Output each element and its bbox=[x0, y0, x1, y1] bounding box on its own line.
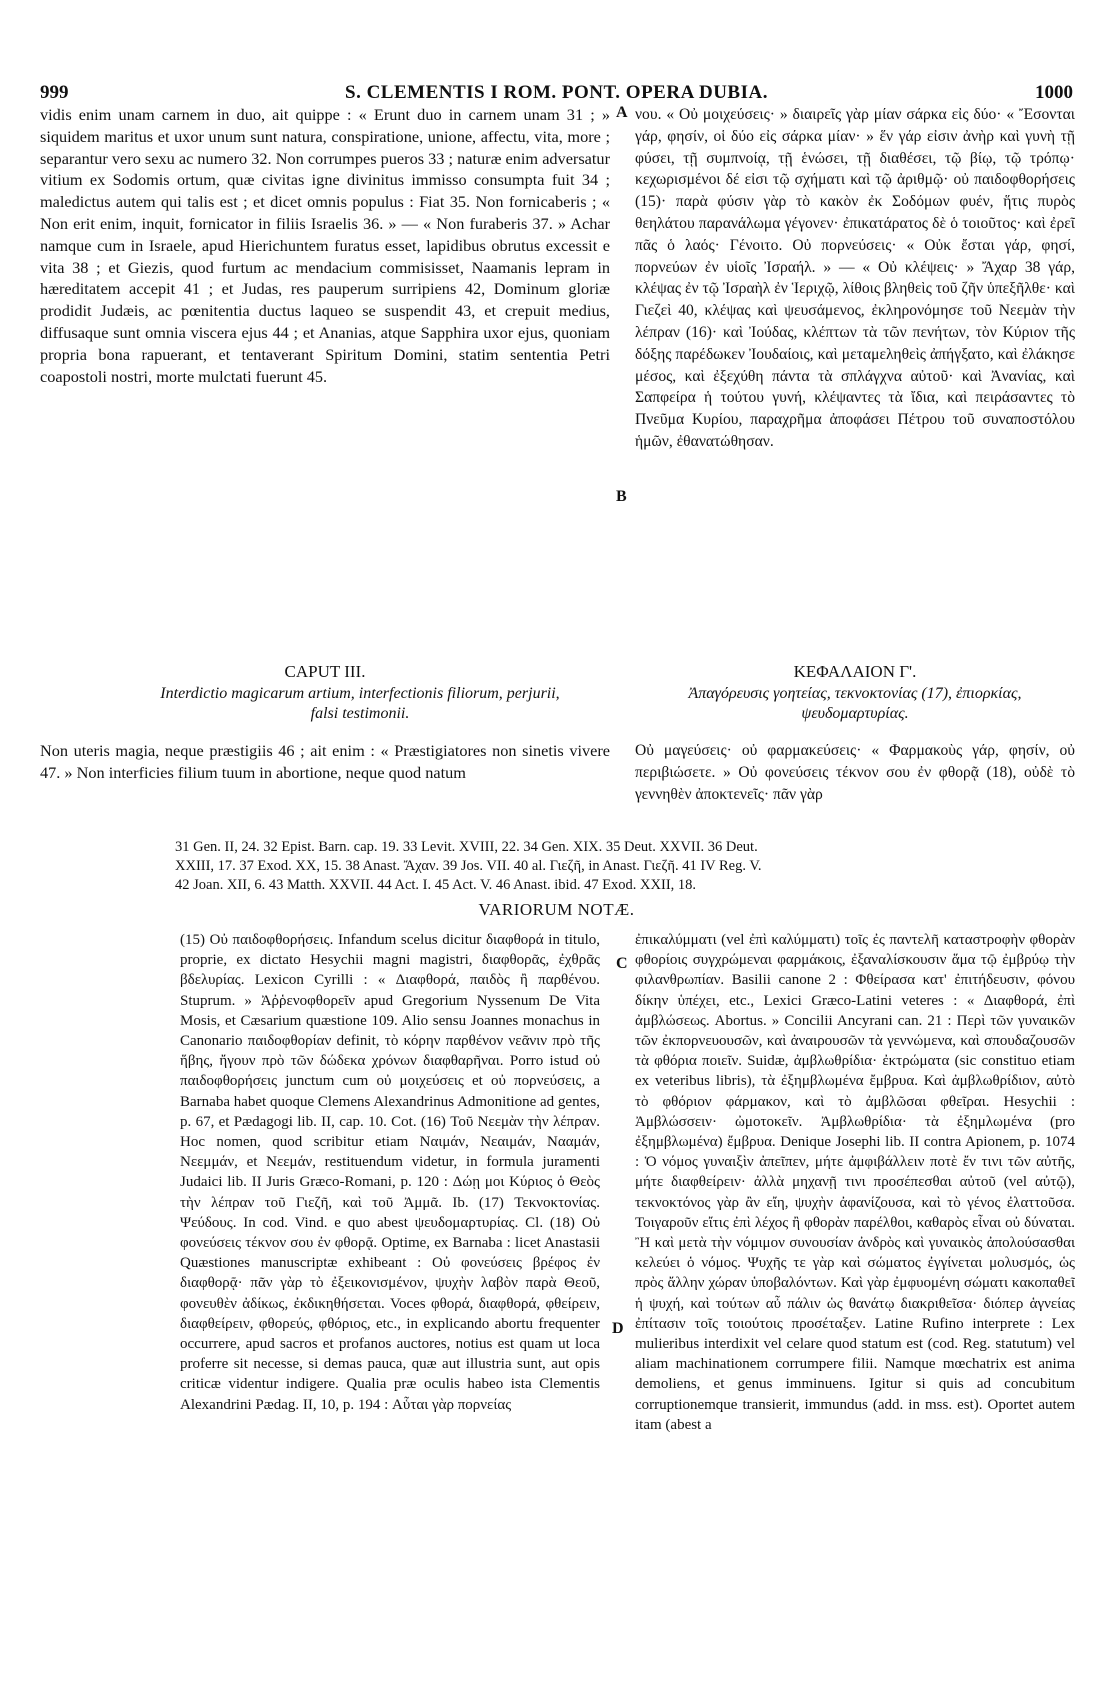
notes-right-text: ἐπικαλύμματι (vel ἐπὶ καλύμματι) τοῖς ἐς παντελῆ καταστροφὴν φθορὰν φθορίοις συγχρώμεναι φαρμάκοις, ἐξαναλίσκουσιν ἅμα τῷ ἐμβρύῳ τὴν φιλανθρωπίαν. Basilii canone 2 : Φθείρασα κατ' ἐπιτήδευσιν, φόνου δίκην ὑπέχει, etc., Lexici Græco-Latini veteres : « Διαφθορά, ἐπὶ ἀμβλώσεως. Abortus. » Concilii Ancyrani can. 21 : Περὶ τῶν γυναικῶν τῶν ἐκπορνευουσῶν, καὶ ἀναιρουσῶν τὰ γεννώμενα, καὶ σπουδαζουσῶν τὰ φθόρια ποιεῖν. Suidæ, ἀμβλωθρίδια· ἐκτρώματα (sic constituo etiam ex veteribus libris), τὰ ἐξημβλωμένα ἔμβρυα. Καὶ ἀμβλωθρίδιον, αὐτὸ τὸ φθόριον φάρμακον, καὶ τὸ ἀμβλῶσαι φθεῖραι. Hesychii : Ἀμβλώσσειν· ὠμοτοκεῖν. Ἀμβλωθρίδια· τὰ ἐξημλωμένα (pro ἐξημβλωμένα) ἔμβρυα. Denique Josephi lib. II contra Apionem, p. 1074 : Ὁ νόμος γυναιξὶν ἀπεῖπεν, μήτε ἀμφιβάλλειν ποτὲ ἔν τινι τῶν αὐτῆς, μήτε διαφθείρειν· ἀλλὰ μηχανῇ τινι προσέπεσθαι αὐτοῦ (vel αὐτῷ), τεκνοκτόνος γὰρ ἂν εἴη, ψυχὴν ἀφανίζουσα, καὶ τὸ γένος ἐλαττοῦσα. Τοιγαροῦν εἴτις ἐπὶ λέχος ἢ φθορὰν παρέλθοι, καθαρὸς εἶναι οὐ δύναται. Ἢ καὶ μετὰ τὴν νόμιμον συνουσίαν ἀνδρὸς καὶ γυναικὸς ἀπολούσασθαι κελεύει ὁ νόμος. Ψυχῆς τε γὰρ καὶ σώματος ἐγγίνεται μολυσμός, ὡς πρὸς ἄλλην χώραν ὑποβαλόντων. Καὶ γὰρ ἐμφυομένη σώματι κακοπαθεῖ ἡ ψυχή, καὶ τούτων αὖ πάλιν ὡς θανάτῳ διακριθεῖσα· διόπερ ἁγνείας ἐπίτασιν τοῖς τοιούτοις προσέταξεν. Latine Rufino interprete : Lex mulieribus interdixit vel celare quod statum est (cod. Reg. statutum) vel aliam machinationem corrumpere filii. Namque mœchatrix est anima demoliens, et genus imminuens. Igitur si quis ad concubitum corruptionemque transierit, immundus (add. in mss. est). Oportet autem itam (abest a bbox=[635, 932, 1075, 1433]
variorum-notae-heading: VARIORUM NOTÆ. bbox=[478, 900, 635, 919]
latin-column-chapter-2 bbox=[40, 104, 610, 644]
caput-subtitle-greek: Ἀπαγόρευσις γοητείας, τεκνοκτονίας (17), ἐπιορκίας, ψευδομαρτυρίας. bbox=[688, 685, 1022, 722]
reference-line: 31 Gen. II, 24. 32 Epist. Barn. cap. 19. 33 Levit. XVIII, 22. 34 Gen. XIX. 35 Deut. XXVII. 36 Deut. bbox=[175, 839, 758, 855]
running-title: S. CLEMENTIS I ROM. PONT. OPERA DUBIA. bbox=[345, 82, 768, 103]
notes-right-column bbox=[635, 930, 1075, 1670]
reference-line: XXIII, 17. 37 Exod. XX, 15. 38 Anast. Ἄχαν. 39 Jos. VII. 40 al. Γιεζῆ, in Anast. Γιεζῆ. 41 IV Reg. V. bbox=[175, 858, 762, 874]
caput-heading-latin: CAPUT III. bbox=[284, 662, 366, 681]
margin-marker-b: B bbox=[616, 488, 627, 505]
page-number-left: 999 bbox=[40, 82, 69, 103]
latin-paragraph-chapter-2: vidis enim unam carnem in duo, ait quippe : « Erunt duo in carnem unam 31 ; » siquidem maritus et uxor unum sunt natura, conspiratione, unione, affectu, vita, more ; separantur vero sexu ac numero 32. Non corrumpes pueros 33 ; naturæ enim adversatur vitium ex Sodomis ortum, quæ civitas igne divinitus immisso consumpta fuit 34 ; maledictus autem qui talis est ; et dicet omnis populus : Fiat 35. Non fornicaberis ; « Non erit enim, inquit, fornicator in filiis Israelis 36. » — « Non furaberis 37. » Achar namque cum in Israele, apud Hierichuntem furatus esset, lapidibus obrutus excessit e vita 38 ; et Giezis, quod furtum ac mendacium commisisset, Naamanis lepram in hæreditatem accepit 41 ; et Judas, res pauperum surripiens 42, Dominum gloriæ prodidit Judæis, ac pœnitentia ductus laqueo se suspendit 43, et crepuit medius, diffusaque sunt omnia viscera ejus 44 ; et Ananias, atque Sapphira uxor ejus, quoniam propria bona rapuerant, et tentaverant Spiritum Domini, statim sententia Petri coapostoli nostri, morte mulctati fuerunt 45. bbox=[40, 105, 610, 386]
scripture-references bbox=[175, 838, 1055, 895]
reference-line: 42 Joan. XII, 6. 43 Matth. XXVII. 44 Act. I. 45 Act. V. 46 Anast. ibid. 47 Exod. XXII, 18. bbox=[175, 877, 697, 893]
latin-paragraph-chapter-3: Non uteris magia, neque præstigiis 46 ; ait enim : « Præstigiatores non sinetis vivere 47. » Non interficies filium tuum in abortione, neque quod natum bbox=[40, 741, 610, 782]
margin-marker-d: D bbox=[612, 1320, 624, 1337]
greek-paragraph-chapter-2: νου. « Οὐ μοιχεύσεις· » διαιρεῖς γὰρ μίαν σάρκα εἰς δύο· « Ἔσονται γάρ, φησίν, οἱ δύο εἰς σάρκα μίαν· » ἕν γάρ εἰσιν ἀνὴρ καὶ γυνὴ τῇ φύσει, τῇ συμπνοίᾳ, τῇ ἑνώσει, τῇ διαθέσει, τῷ βίῳ, τῷ τρόπῳ· κεχωρισμένοι δέ εἰσι τῷ σχήματι καὶ τῷ ἀριθμῷ· οὐ παιδοφθορήσεις (15)· παρὰ φύσιν γὰρ τὸ κακὸν ἐκ Σοδόμων φυέν, ἥτις πυρὸς θεηλάτου παρανάλωμα γέγονεν· ἐπικατάρατος δὲ ὁ τοιοῦτος· καὶ ἐρεῖ πᾶς ὁ λαός· Γένοιτο. Οὐ πορνεύσεις· « Οὐκ ἔσται γάρ, φησί, πορνεύων ἐν υἱοῖς Ἰσραήλ. » — « Οὐ κλέψεις· » Ἄχαρ 38 γάρ, κλέψας ἐν τῷ Ἰσραὴλ ἐν Ἱεριχῷ, λίθοις βληθεὶς τοῦ ζῆν ὑπεξῆλθε· καὶ Γιεζεὶ 40, κλέψας καὶ ψευσάμενος, ἐκληρονόμησε τοῦ Νεεμὰν τὴν λέπραν (16)· καὶ Ἰούδας, κλέπτων τὰ τῶν πενήτων, τὸν Κύριον τῆς δόξης παρέδωκεν Ἰουδαίοις, καὶ μεταμεληθεὶς ἀπήγξατο, καὶ ἐλάκησε μέσος, καὶ ἐξεχύθη πάντα τὰ σπλάγχνα αὐτοῦ· καὶ Ἀνανίας, καὶ Σαπφείρα ἡ τούτου γυνή, κλέψαντες τὰ ἴδια, καὶ πειράσαντες τὸ Πνεῦμα Κυρίου, παραχρῆμα ἀποφάσει Πέτρου τοῦ συναποστόλου ἡμῶν, ἐθανατώθησαν. bbox=[635, 106, 1075, 450]
latin-column-chapter-3 bbox=[40, 740, 610, 820]
greek-column-chapter-2 bbox=[635, 104, 1075, 644]
margin-marker-c: C bbox=[616, 955, 628, 972]
greek-column-chapter-3 bbox=[635, 740, 1075, 820]
page-number-right: 1000 bbox=[1035, 82, 1073, 103]
notes-left-column bbox=[180, 930, 600, 1670]
greek-paragraph-chapter-3: Οὐ μαγεύσεις· οὐ φαρμακεύσεις· « Φαρμακοὺς γάρ, φησίν, οὐ περιβιώσετε. » Οὐ φονεύσεις τέκνον σου ἐν φθορᾷ (18), οὐδὲ τὸ γεννηθὲν ἀποκτενεῖς· πᾶν γὰρ bbox=[635, 742, 1075, 803]
caput-subtitle-latin: Interdictio magicarum artium, interfectionis filiorum, perjurii, falsi testimonii. bbox=[160, 685, 560, 722]
notes-left-text: (15) Οὐ παιδοφθορήσεις. Infandum scelus dicitur διαφθορά in titulo, proprie, ex dictato Hesychii magni magistri, διαφθορᾶς, ἐχθρᾶς βδελυρίας. Lexicon Cyrilli : « Διαφθορά, παιδὸς ἢ παρθένου. Stuprum. » Ἀῤῥενοφθορεῖν apud Gregorium Nyssenum De Vita Mosis, et Cæsarium quæstione 109. Alio sensu Joannes monachus in Canonario παιδοφθορίαν definit, τὸ κόρην παρθένον νεᾶνιν πρὸ τῆς ἥβης, ἤγουν πρὸ τῶν δώδεκα χρόνων διαφθαρῆναι. Porro istud οὐ παιδοφθορήσεις junctum cum οὐ μοιχεύσεις et οὐ πορνεύσεις, a Barnaba habet quoque Clemens Alexandrinus Admonitione ad gentes, p. 67, et Pædagogi lib. II, cap. 10. Cot. (16) Τοῦ Νεεμὰν τὴν λέπραν. Hoc nomen, quod scribitur etiam Ναιμάν, Νεαιμάν, Νααμάν, Νεεμμάν, et Νεεμάν, restituendum videtur, in formula juramenti Judaici lib. II Juris Græco-Romani, p. 120 : Δώῃ μοι Κύριος ὁ Θεὸς τὴν λέπραν τοῦ Γιεζῆ, καὶ τοῦ Ἀμμᾶ. Ib. (17) Τεκνοκτονίας. Ψεύδους. In cod. Vind. e quo abest ψευδομαρτυρίας. Cl. (18) Οὐ φονεύσεις τέκνον σου ἐν φθορᾷ. Optime, ex Barnaba : licet Anastasii Quæstiones manuscriptæ exhibeant : Οὐ φονεύσεις βρέφος ἐν διαφθορᾷ· πᾶν γὰρ τὸ ἐξεικονισμένον, ψυχὴν λαβὸν παρὰ Θεοῦ, φονευθὲν ἀδίκως, ἐκδικηθήσεται. Voces φθορά, διαφθορά, φθείρειν, διαφθείρειν, φθορεύς, φθόριος, etc., in explicando abortu frequenter occurrere, apud sacros et profanos auctores, notius est quam ut loca proferre sit necesse, si demas pauca, quæ aut illustria sunt, aut opis criticæ videntur indigere. Qualia præ oculis habeo ista Clementis Alexandrini Pædag. II, 10, p. 194 : Αὗται γὰρ πορνείας bbox=[180, 932, 600, 1413]
margin-marker-a: A bbox=[616, 104, 628, 121]
caput-heading-greek: ΚΕΦΑΛΑΙΟΝ Γ'. bbox=[793, 662, 917, 681]
